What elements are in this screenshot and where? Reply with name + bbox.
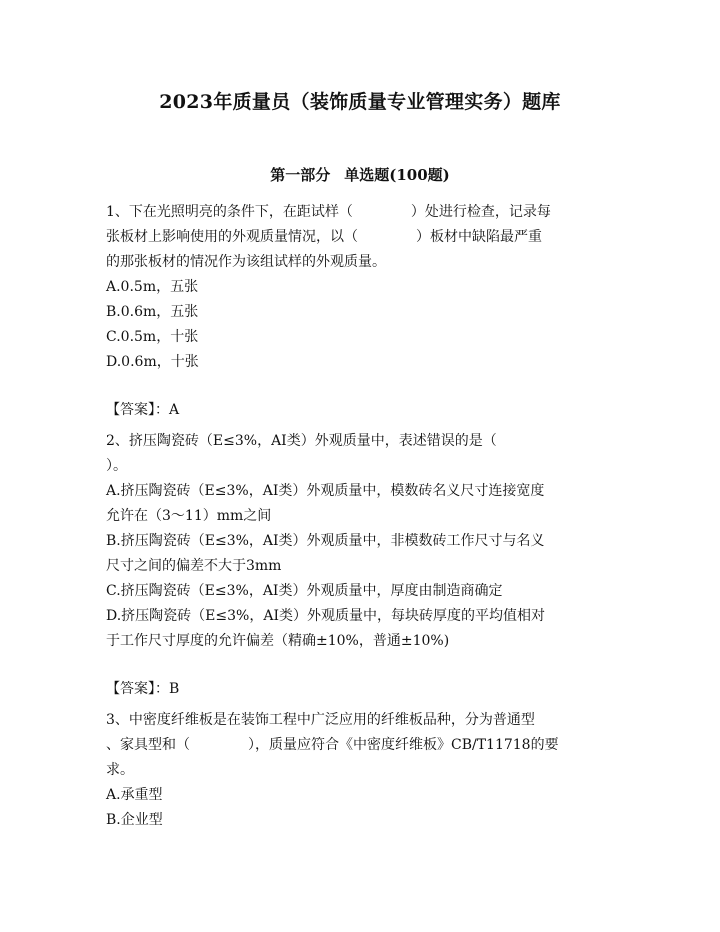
section-part: 第一部分 bbox=[270, 166, 331, 184]
option-a-line-1: A.挤压陶瓷砖（E≤3%，AI类）外观质量中，模数砖名义尺寸连接宽度 bbox=[106, 483, 545, 499]
section-heading bbox=[0, 164, 720, 185]
question-stem-line: 2、挤压陶瓷砖（E≤3%，AI类）外观质量中，表述错误的是（ bbox=[106, 433, 497, 449]
answer-line: 【答案】：B bbox=[106, 681, 180, 697]
option-b-line-2: 尺寸之间的偏差不大于3mm bbox=[106, 558, 282, 574]
option-b: B.企业型 bbox=[106, 812, 163, 828]
option-d-line-2: 于工作尺寸厚度的允许偏差（精确±10%，普通±10%) bbox=[106, 633, 450, 649]
question-stem-line: ）。 bbox=[106, 458, 127, 474]
option-b: B.0.6m，五张 bbox=[106, 304, 199, 320]
document-title: 2023年质量员（装饰质量专业管理实务）题库 bbox=[159, 91, 561, 113]
section-name: 单选题(100题) bbox=[344, 166, 450, 184]
option-d: D.0.6m，十张 bbox=[106, 354, 199, 370]
option-d-line-1: D.挤压陶瓷砖（E≤3%，AI类）外观质量中，每块砖厚度的平均值相对 bbox=[106, 608, 545, 624]
question-stem-line: 求。 bbox=[106, 762, 134, 778]
option-a: A.0.5m，五张 bbox=[106, 279, 199, 295]
answer-line: 【答案】：A bbox=[106, 402, 180, 418]
option-b-line-1: B.挤压陶瓷砖（E≤3%，AI类）外观质量中，非模数砖工作尺寸与名义 bbox=[106, 533, 545, 549]
question-stem-line: 的那张板材的情况作为该组试样的外观质量。 bbox=[106, 254, 386, 270]
question-list bbox=[106, 200, 616, 833]
option-c: C.挤压陶瓷砖（E≤3%，AI类）外观质量中，厚度由制造商确定 bbox=[106, 583, 503, 599]
question-2 bbox=[106, 429, 616, 702]
option-c: C.0.5m，十张 bbox=[106, 329, 199, 345]
question-stem-line: 、家具型和（ ），质量应符合《中密度纤维板》CB/T11718的要 bbox=[106, 737, 559, 753]
question-stem-line: 张板材上影响使用的外观质量情况，以（ ）板材中缺陷最严重 bbox=[106, 229, 542, 245]
option-a-line-2: 允许在（3～11）mm之间 bbox=[106, 508, 272, 524]
question-stem-line: 3、中密度纤维板是在装饰工程中广泛应用的纤维板品种，分为普通型 bbox=[106, 712, 535, 728]
option-a: A.承重型 bbox=[106, 787, 163, 803]
question-stem-line: 1、下在光照明亮的条件下，在距试样（ ）处进行检查，记录每 bbox=[106, 204, 551, 220]
question-3 bbox=[106, 708, 616, 833]
question-1 bbox=[106, 200, 616, 423]
